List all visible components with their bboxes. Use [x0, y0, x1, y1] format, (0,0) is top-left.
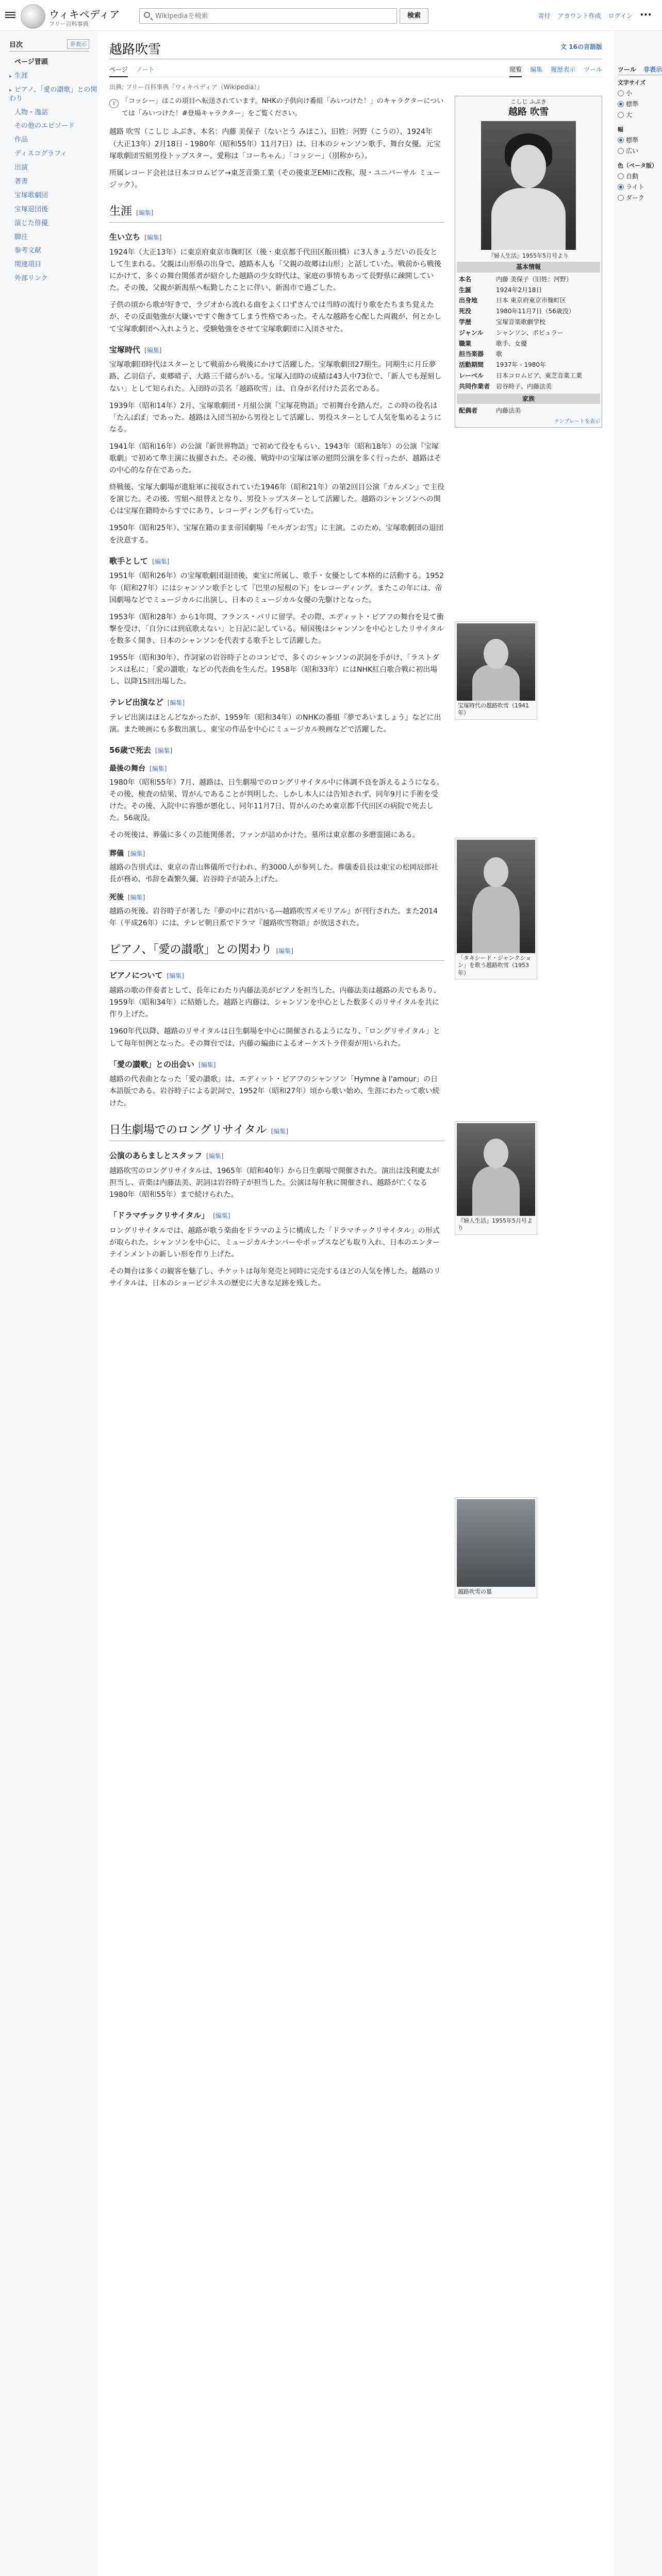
info-icon: i	[109, 99, 119, 108]
tab-history[interactable]: 履歴表示	[551, 66, 576, 73]
paragraph: 1960年代以降、越路のリサイタルは日生劇場を中心に開催されるようになり、「ロングリサイタル」として毎年恒例となった。その舞台では、内藤の編曲によるオーケストラ伴奏が用いられた。	[109, 1027, 440, 1048]
edit-link[interactable]: 編集	[273, 1127, 286, 1135]
heading-text: 公演のあらましとスタッフ	[109, 1150, 203, 1160]
section-heading	[109, 555, 444, 568]
infobox-label: 活動期間	[459, 361, 484, 369]
appearance-header	[618, 65, 662, 75]
edit-link[interactable]: 編集	[170, 699, 183, 707]
appearance-hide[interactable]: 非表示	[643, 66, 662, 73]
infobox-value: 歌	[496, 350, 503, 358]
text-size-label: 文字サイズ	[618, 79, 646, 86]
heading-text: テレビ出演など	[109, 698, 163, 707]
width-wide[interactable]: 広い	[618, 146, 662, 155]
language-button[interactable]: 文 16の言語版	[560, 43, 602, 50]
section-heading	[109, 892, 444, 904]
lead-paragraph: 所属レコード会社は日本コロムビア→東芝音楽工業（その後東芝EMIに改称、現・ユニバーサル ミュージック）。	[109, 168, 441, 189]
figure-caption: 宝塚時代の越路吹雪（1941年）	[458, 702, 529, 717]
paragraph: 子供の頃から歌が好きで、ラジオから流れる曲をよく口ずさんでは当時の流行り歌をたちまち覚えたが、その反面勉強が大嫌いですぐ飽きてしまう性格であった。そんな越路を心配した両親が、何とかして宝塚歌劇団へ入れようと、受験勉強をさせて宝塚歌劇団に入団させた。	[109, 301, 441, 333]
edit-link[interactable]: 編集	[138, 209, 151, 216]
heading-text: 死後	[109, 893, 124, 902]
section-heading	[109, 344, 444, 357]
edit-link[interactable]: 編集	[154, 557, 167, 565]
infobox-value: 日本 東京府東京市麹町区	[496, 297, 566, 304]
toc-title: 目次	[9, 41, 23, 49]
text-size-small[interactable]: 小	[618, 89, 662, 97]
article-text-column	[109, 96, 444, 1290]
edit-section-link: [編集]	[213, 1212, 230, 1219]
toc-item-label: ピアノ、「愛の讃歌」との関わり	[9, 86, 97, 103]
section-heading	[109, 202, 444, 223]
toc-item[interactable]	[9, 244, 98, 258]
toc-item[interactable]	[9, 161, 98, 175]
toc-item-label: ディスコグラフィ	[14, 150, 67, 158]
infobox-value: 1937年 - 1980年	[496, 361, 547, 369]
wikipedia-logo-icon[interactable]	[21, 4, 45, 29]
toc-item-label: 宝塚退団後	[14, 205, 48, 213]
hatnote	[109, 96, 444, 119]
infobox-table	[457, 274, 600, 392]
donate-link[interactable]: 寄付	[538, 12, 551, 20]
infobox-value: 1980年11月7日（56歳没）	[496, 308, 575, 315]
edit-section-link: [編集]	[144, 346, 162, 354]
radio-icon	[618, 173, 624, 179]
figure-image[interactable]	[457, 623, 535, 701]
color-label: 色（ベータ版）	[618, 162, 657, 169]
infobox-row	[457, 405, 600, 416]
text-size-standard[interactable]: 標準	[618, 99, 662, 108]
heading-text: 56歳で死去	[109, 745, 151, 755]
edit-link[interactable]: 編集	[157, 747, 170, 755]
heading-text: 歌手として	[109, 556, 148, 566]
paragraph: ロングリサイタルでは、越路が歌う楽曲をドラマのように構成した「ドラマチックリサイタル」の形式が取られた。シャンソンを中心に、ミュージカルナンバーやポップスなども取り入れ、日本のエンターテインメントの新しい形を作り上げた。	[109, 1226, 440, 1259]
search-icon	[144, 12, 150, 18]
heading-text: ピアノ、「愛の讃歌」との関わり	[109, 943, 272, 957]
text-size-group	[618, 78, 662, 119]
infobox-name: 越路 吹雪	[508, 107, 549, 118]
lead-paragraph: 越路 吹雪（こしじ ふぶき、本名：内藤 美保子（ないとう みほこ）、旧姓：河野（こうの）、1924年（大正13年）2月18日 - 1980年（昭和55年）11月7日）は、日本のシャンソン歌手、舞台女優。元宝塚歌劇団雪組男役トップスター。愛称は「コーちゃん」「コッシー」（別称から）。	[109, 128, 441, 160]
search-button[interactable]: 検索	[400, 8, 428, 24]
infobox-label: 学歴	[459, 318, 472, 326]
article-body	[109, 96, 602, 1595]
infobox-row	[457, 360, 600, 370]
infobox-value: シャンソン、ポピュラー	[496, 329, 564, 336]
toc-item-label: 著書	[14, 178, 28, 186]
figure	[455, 838, 537, 979]
toc-item[interactable]	[9, 175, 98, 189]
paragraph: 越路吹雪のロングリサイタルは、1965年（昭和40年）から日生劇場で開催された。演出は浅利慶太が担当し、音楽は内藤法美、訳詞は岩谷時子が担当した。公演は毎年秋に開催され、越路が亡くなる1980年（昭和55年）まで続けられた。	[109, 1166, 439, 1199]
infobox-value: 1924年2月18日	[496, 286, 542, 294]
color-dark[interactable]: ダーク	[618, 193, 662, 202]
edit-link[interactable]: 編集	[278, 947, 291, 955]
site-wordmark[interactable]: ウィキペディア	[49, 8, 120, 21]
paragraph: 1941年（昭和16年）の公演『新世界物語』で初めて役をもらい、1943年（昭和18年）の公演『宝塚歌劇』で初めて準主演に抜擢された。その後、戦時中の宝塚は軍の慰問公演を多く行ったが、越路はその中心的な存在であった。	[109, 442, 441, 475]
section-heading	[109, 941, 444, 961]
login-link[interactable]: ログイン	[608, 12, 633, 20]
edit-link[interactable]: 編集	[152, 765, 164, 772]
toc-item[interactable]	[9, 70, 98, 83]
infobox-label: 本名	[459, 275, 472, 283]
infobox-row	[457, 306, 600, 317]
search-input[interactable]	[155, 11, 351, 21]
edit-link[interactable]: 編集	[130, 893, 143, 901]
edit-link[interactable]: 編集	[201, 1061, 213, 1069]
main-content	[98, 31, 614, 2576]
figure	[455, 1121, 537, 1235]
infobox-row	[457, 295, 600, 306]
infobox-value: 岩谷時子、内藤法美	[496, 382, 552, 390]
radio-icon	[618, 112, 624, 118]
section-heading	[109, 231, 444, 244]
infobox-label: ジャンル	[459, 329, 484, 336]
section-heading	[109, 1149, 444, 1162]
section-heading	[109, 1121, 444, 1141]
toc-item[interactable]	[9, 272, 98, 286]
edit-section-link: [編集]	[198, 1061, 216, 1069]
appearance-panel	[614, 65, 662, 208]
tab-read[interactable]: 閲覧	[509, 65, 522, 77]
edit-link[interactable]: 編集	[215, 1212, 228, 1219]
infobox-row	[457, 338, 600, 349]
infobox-label: 生誕	[459, 286, 472, 294]
toc-item[interactable]	[9, 83, 98, 106]
width-group	[618, 125, 662, 155]
toc-item-label: ページ冒頭	[14, 58, 48, 66]
infobox-row	[457, 274, 600, 285]
page-title: 越路吹雪	[109, 42, 161, 57]
toc-item[interactable]	[9, 106, 98, 120]
heading-text: 宝塚時代	[109, 345, 141, 354]
infobox-row	[457, 328, 600, 338]
infobox-row	[457, 317, 600, 328]
portrait-photo[interactable]	[481, 121, 576, 250]
figure-caption: 『婦人生活』1955年5月号より	[458, 1217, 533, 1232]
heading-text: ピアノについて	[109, 971, 163, 980]
toc-item-label: 関連項目	[14, 261, 42, 269]
edit-section-link: [編集]	[152, 557, 170, 565]
paragraph: 1980年（昭和55年）7月、越路は、日生劇場でのロングリサイタル中に体調不良を訴えるようになる。その後、検査の結果、胃がんであることが判明した。しかし本人には告知されず、同年9月に手術を受けた。その後、入院中に容態が悪化し、同年11月7日、胃がんのため東京都千代田区の病院で死去した。56歳没。	[109, 778, 444, 823]
figure	[455, 1497, 537, 1598]
toc-sidebar	[0, 31, 98, 286]
edit-section-link: [編集]	[167, 972, 184, 980]
heading-text: 生い立ち	[109, 232, 141, 242]
section-heading	[109, 744, 444, 757]
edit-section-link: [編集]	[128, 850, 145, 857]
edit-section-link: [編集]	[128, 893, 145, 901]
heading-text: 「ドラマチックリサイタル」	[109, 1210, 209, 1220]
infobox-row	[457, 381, 600, 392]
infobox-ruby: こしじ ふぶき	[510, 98, 547, 105]
toc-item[interactable]	[9, 189, 98, 203]
article-sections	[109, 202, 444, 1290]
paragraph: 越路の代表曲となった「愛の讃歌」は、エディット・ピアフのシャンソン「Hymne à l'amour」の日本語版である。岩谷時子による訳詞で、1952年（昭和27年）頃から歌い始め、生涯にわたって歌い続けた。	[109, 1075, 440, 1108]
toc-item-label: 作品	[14, 136, 28, 144]
paragraph: 1924年（大正13年）に東京府東京市麹町区（後・東京都千代田区飯田橋）に3人きょうだいの長女として生まれる。父親は山形県の出身で、越路本人も「父親の故郷は山形」と話していた。戦前から戦後にかけて、多くの舞台関係者が紹介した越路の少女時代は、家庭の事情もあって長野県に疎開していた。その後、父親が新潟県へ転勤したことに伴い、新潟市で過ごした。	[109, 248, 441, 293]
figure	[455, 621, 537, 720]
toc-item[interactable]	[9, 56, 98, 70]
infobox-caption: 『婦人生活』1955年5月号より	[488, 252, 569, 259]
section-heading	[109, 848, 444, 860]
edit-section-link: [編集]	[144, 234, 162, 242]
search-box[interactable]	[139, 8, 397, 24]
infobox-label: 死没	[459, 308, 472, 315]
chevron-icon: ▸	[9, 73, 12, 79]
paragraph: 越路の歌の伴奏者として、長年にわたり内藤法美がピアノを担当した。内藤法美は越路の夫でもあり、1959年（昭和34年）に結婚した。越路と内藤は、シャンソンを中心とした数多くのリサイタルを共に作り上げた。	[109, 987, 441, 1019]
hatnote-text: 「コッシー」はこの項目へ転送されています。NHKの子供向け番組「みいつけた！」のキャラクターについては「みいつけた！#登場キャラクター」をご覧ください。	[122, 97, 444, 117]
section-heading	[109, 696, 444, 709]
paragraph: その舞台は多くの観客を魅了し、チケットは毎年発売と同時に完売するほどの人気を博した。越路のリサイタルは、日本のショービジネスの歴史に大きな足跡を残した。	[109, 1267, 441, 1288]
toc-item[interactable]	[9, 231, 98, 245]
toc-item-label: 生涯	[14, 72, 28, 80]
toc-item[interactable]	[9, 120, 98, 133]
infobox-label: 出身地	[459, 297, 478, 304]
radio-icon	[618, 137, 624, 143]
toc-item-label: 出演	[14, 164, 28, 172]
toc-item-label: 参考文献	[14, 247, 42, 255]
paragraph: 1951年（昭和26年）の宝塚歌劇団退団後、東宝に所属し、歌手・女優として本格的に活動する。1952年（昭和27年）にはシャンソン歌手として『巴里の屋根の下』をレコーディング。またこの年には、帝国劇場などでミュージカルに出演し、日本のミュージカル女優の先駆けとなった。	[109, 572, 444, 604]
section-heading	[109, 1209, 444, 1222]
page-source-note: 出典: フリー百科事典『ウィキペディア（Wikipedia）』	[109, 83, 263, 91]
template-link[interactable]: テンプレートを表示	[554, 419, 600, 425]
figure-caption: 「タキシード・ジャンクション」を歌う越路吹雪（1953年）	[458, 955, 532, 976]
infobox-value: 内藤法美	[496, 407, 521, 415]
edit-link[interactable]: 編集	[169, 972, 182, 980]
toc-item[interactable]	[9, 217, 98, 231]
site-tagline: フリー百科事典	[49, 21, 89, 27]
radio-icon	[618, 184, 624, 190]
paragraph: 1953年（昭和28年）から1年間、フランス・パリに留学。その際、エディット・ピアフの舞台を見て衝撃を受け、「自分には到底歌えない」と日記に記している。帰国後はシャンソンを中心としたリサイタルを数多く開き、日本のシャンソンを代表する歌手として活躍した。	[109, 613, 444, 645]
edit-link[interactable]: 編集	[208, 1152, 221, 1160]
heading-text: 「愛の讃歌」との出会い	[109, 1059, 195, 1069]
infobox-value: 日本コロムビア、東芝音楽工業	[496, 371, 583, 379]
figure-image[interactable]	[457, 1123, 535, 1216]
infobox-value: 内藤 美保子（旧姓：河野）	[496, 275, 572, 283]
site-header	[0, 0, 662, 31]
toc-item-label: 人物・逸話	[14, 108, 48, 116]
radio-icon	[618, 195, 624, 201]
infobox-label: レーベル	[459, 371, 484, 379]
paragraph: 越路の死後、岩谷時子が著した『夢の中に君がいる―越路吹雪メモリアル』が刊行された。また2014年（平成26年）には、テレビ朝日系でドラマ『越路吹雪物語』が放送された。	[109, 907, 438, 927]
infobox-section-family: 家族	[457, 394, 600, 404]
infobox-label: 共同作業者	[459, 382, 490, 390]
paragraph: 1950年（昭和25年）、宝塚在籍のまま帝国劇場『モルガンお雪』に主演。このため、宝塚歌劇団の退団を決意する。	[109, 524, 443, 545]
color-auto[interactable]: 自動	[618, 172, 662, 180]
infobox-family-table	[457, 405, 600, 416]
tab-article[interactable]: ページ	[109, 65, 128, 77]
infobox-row	[457, 285, 600, 296]
infobox-label: 担当楽器	[459, 350, 484, 358]
color-group	[618, 161, 662, 202]
paragraph: その死後は、葬儀に多くの芸能関係者、ファンが詰めかけた。墓所は東京都の多磨霊園にある。	[109, 831, 420, 840]
toc-hide-button[interactable]: 非表示	[67, 39, 89, 49]
radio-icon	[618, 148, 624, 154]
width-standard[interactable]: 標準	[618, 135, 662, 144]
edit-link[interactable]: 編集	[146, 346, 159, 354]
color-light[interactable]: ライト	[618, 182, 662, 191]
figure-caption: 越路吹雪の墓	[458, 1588, 492, 1595]
section-heading	[109, 969, 444, 982]
figure-image[interactable]	[457, 1499, 535, 1587]
toc-item[interactable]	[9, 147, 98, 161]
heading-text: 最後の舞台	[109, 764, 145, 773]
figure-image[interactable]	[457, 840, 535, 953]
toc-header	[9, 39, 89, 52]
infobox-value: 歌手、女優	[496, 340, 527, 347]
edit-section-link: [編集]	[167, 699, 185, 707]
edit-section-link: [編集]	[150, 765, 167, 772]
toc-item[interactable]	[9, 258, 98, 272]
edit-section-link: [編集]	[206, 1152, 224, 1160]
width-label: 幅	[618, 126, 623, 133]
paragraph: テレビ出演はほとんどなかったが、1959年（昭和34年）のNHKの番組『夢であいましょう』などに出演。また映画にも多数出演し、東宝の作品を中心にミュージカル映画などで活躍した。	[109, 714, 441, 734]
paragraph: 宝塚歌劇団時代はスターとして戦前から戦後にかけて活躍した。宝塚歌劇団27期生。同期生に月丘夢路、乙羽信子、東郷晴子、大路三千緒らがいる。宝塚入団時の成績は43人中73位で、「新人でも遅刻しない」として知られた。入団時の芸名「越路吹雪」は、自身が名付けた芸名である。	[109, 361, 442, 393]
paragraph: 1955年（昭和30年）、作詞家の岩谷時子とのコンビで、多くのシャンソンの訳詞を手がけ、「ラストダンスは私に」「愛の讃歌」などの代表曲を生んだ。1958年（昭和33年）にはNHK紅白歌合戦に初出場し、以降15回出場した。	[109, 653, 439, 686]
toc-item-label: 演じた俳優	[14, 219, 48, 227]
infobox-section-basic: 基本情報	[457, 262, 600, 273]
tab-talk[interactable]: ノート	[136, 66, 155, 73]
edit-section-link: [編集]	[155, 747, 173, 755]
section-heading	[109, 763, 444, 775]
edit-section-link: [編集]	[136, 209, 154, 216]
heading-text: 生涯	[109, 205, 133, 218]
infobox-label: 配偶者	[459, 407, 478, 415]
toc-item-label: その他のエピソード	[14, 122, 75, 130]
toc-item-label: 脚注	[14, 233, 28, 241]
tab-edit[interactable]: 編集	[530, 66, 543, 73]
paragraph: 越路の告別式は、東京の青山葬儀所で行われ、約3000人が参列した。葬儀委員長は東宝の松岡辰郎社長が務め、弔辞を森繁久彌、岩谷時子が読み上げた。	[109, 863, 439, 884]
personal-tools	[538, 11, 652, 20]
heading-text: 日生劇場でのロングリサイタル	[109, 1123, 267, 1137]
appearance-title: ツール	[618, 66, 636, 73]
toc-item-label: 宝塚歌劇団	[14, 191, 48, 199]
text-size-large[interactable]: 大	[618, 110, 662, 119]
infobox-row	[457, 370, 600, 381]
tab-tools[interactable]: ツール	[584, 66, 602, 73]
paragraph: 終戦後、宝塚大劇場が進駐軍に接収されていた1946年（昭和21年）の第2回目公演『カルメン』で主役を演じた。その後、雪組へ組替えとなり、男役トップスターとして活躍した。越路のシャンソンへの関心は宝塚在籍時からすでにあり、レコーディングも行っていた。	[109, 483, 444, 516]
edit-section-link: [編集]	[271, 1127, 288, 1135]
radio-icon	[618, 90, 624, 96]
paragraph: 1939年（昭和14年）2月、宝塚歌劇団・月組公演『宝塚花物語』で初舞台を踏んだ。この時の役名は「たんぽぽ」であった。越路は入団当初から男役として活躍し、男役スターとして人気を集めるようになる。	[109, 401, 441, 434]
infobox	[455, 96, 602, 428]
chevron-icon: ▸	[9, 87, 12, 93]
main-menu-button[interactable]	[5, 10, 15, 21]
infobox-row	[457, 349, 600, 360]
toc-list	[9, 56, 98, 286]
toc-item[interactable]	[9, 203, 98, 217]
radio-icon	[618, 101, 624, 107]
create-account-link[interactable]: アカウント作成	[557, 12, 601, 20]
infobox-value: 宝塚音楽歌劇学校	[496, 318, 546, 326]
edit-link[interactable]: 編集	[130, 850, 143, 857]
heading-text: 葬儀	[109, 849, 124, 858]
page-tabs	[109, 62, 602, 77]
toc-item-label: 外部リンク	[14, 275, 48, 283]
toc-item[interactable]	[9, 133, 98, 147]
edit-section-link: [編集]	[276, 947, 293, 955]
section-heading	[109, 1058, 444, 1071]
more-options-icon[interactable]: •••	[639, 11, 652, 19]
edit-link[interactable]: 編集	[146, 234, 159, 242]
infobox-label: 職業	[459, 340, 472, 347]
